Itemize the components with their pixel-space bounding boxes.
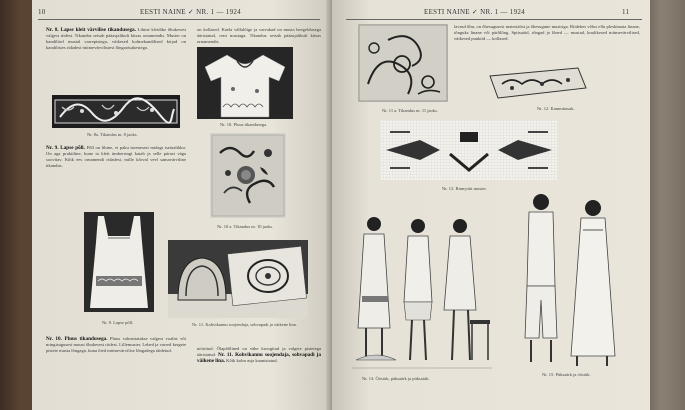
caption-fig-13: Nr. 13. Rinnyrätt muster.	[442, 186, 487, 191]
caption-fig-8a: Nr. 8a. Tikandus nr. 8 jaoks.	[87, 132, 138, 137]
top-right-column-text: on kollased. Kaela vällalõige ja varrukad on musta heegeldusega ääristatud, cent mustaga. Tikandus seisab pääasjalikult kitsas ornamendis.	[197, 27, 321, 44]
figure-8a	[52, 95, 180, 128]
section-9-text	[46, 145, 186, 207]
blouse-illustration	[197, 47, 293, 119]
left-page	[32, 0, 332, 410]
section-9-heading: Nr. 9. Lapse põll.	[46, 145, 85, 151]
section-10-body: Pluus valmistatakse valgest voalist või mingisugusest muust õhukesest riidest. Lillemuster. Lehed ja varred kergete pistete musta lõngaga, kuna õied mitmevärvilise lõngadega täidetud.	[46, 336, 186, 353]
cross-stitch-pattern-illustration	[380, 120, 558, 180]
caption-fig-12: Nr. 12. Kammitasuk.	[537, 106, 575, 111]
figure-15	[497, 190, 637, 370]
caption-fig-10a: Nr. 10 a. Tikandus nr. 10 jaoks.	[217, 224, 274, 229]
caption-fig-10: Nr. 10. Pluus tikandusega.	[220, 122, 268, 127]
caption-fig-9: Nr. 9. Lapse põll.	[102, 320, 134, 325]
left-page-number: 10	[38, 8, 46, 16]
lace-pattern-illustration	[358, 24, 448, 102]
left-page-header: EESTI NAINE ✓ NR. 1 — 1924	[140, 8, 241, 16]
nightgown-figures-illustration	[352, 210, 492, 375]
right-header-rule	[346, 19, 642, 20]
flower-embroidery-illustration	[210, 133, 286, 218]
caption-fig-15: Nr. 15. Püksaärk ja öösärk.	[542, 372, 591, 377]
section-11-heading: Nr. 11. Kohvikannu soojendaja, sohvapadi ja väikene lina.	[197, 352, 321, 364]
figure-13	[380, 120, 558, 180]
apron-illustration	[84, 212, 154, 312]
comb-case-illustration	[482, 62, 592, 102]
right-page	[332, 0, 650, 410]
figure-14	[352, 210, 492, 375]
section-10-heading: Nr. 10. Pluus tikandusega.	[46, 336, 108, 342]
figure-10a	[210, 133, 286, 218]
section-9-body: Põll on lihtne, ei paku iseenesest midagi iseäralikku. On aga praktiline, kune ta kleit ümberringi katab ja selle pärast väga soovitav. Kõik ees ornamendi ridadest, mille kõrval veel samavärviline tikandus.	[46, 145, 186, 168]
section-8-text	[46, 27, 186, 89]
section-8-heading: Nr. 8. Lapse kleit värvilise tikandusega.	[46, 27, 136, 33]
caption-fig-14: Nr. 14. Öösärk, päksaärk ja püksaärk.	[362, 376, 430, 381]
figure-10	[197, 47, 293, 119]
section-10-text	[46, 336, 186, 402]
right-top-text: lavasd õlm, on õhesugusest materialist ja õhesugune mustriga. Riidekes võlus ellu pleskimata linane, tõnguks linane või pärlilõng. Spitsatüd, rõngad ja lõned — mustad, kuulikesed mitmevärvilised, väikesed punktid — kollased.	[454, 24, 640, 41]
figure-11	[168, 240, 308, 318]
figure-11a	[358, 24, 448, 102]
figure-9	[84, 212, 154, 312]
caption-fig-11: Nr. 11. Kohvikannu soojendaja, sohvapadi ja väikene lina.	[192, 322, 297, 327]
bottom-text: nööritud. Õlapõõlined on vähe kroogitud ja valgete pistetega ääristatud.	[197, 346, 321, 357]
section-11-body: Kõik kolm asja kaunistatud.	[226, 358, 278, 363]
section-11-text	[197, 346, 321, 402]
caption-fig-11a: Nr. 11 a. Tikandus nr. 11 jaoks.	[382, 108, 438, 113]
header-rule	[38, 19, 320, 20]
right-page-number: 11	[622, 8, 630, 16]
figure-12	[482, 62, 592, 102]
book-cover-edge	[645, 0, 685, 410]
pyjama-figures-illustration	[497, 190, 637, 370]
embroidery-band-illustration	[52, 95, 180, 128]
section-8-body: Lihtne kleidike õhukesest valgest riidest. Tikandus seisab pääasjalikult kitsas ornamendis. Muster on kandilisel mustal varrepistega, väikesed kolmekandilised kirjad on kandilistes ridadest mitmevärvilistest lõngaotsakestega.	[46, 27, 186, 50]
tea-cosy-cushion-illustration	[168, 240, 308, 318]
right-page-header: EESTI NAINE ✓ NR. 1 — 1924	[424, 8, 525, 16]
